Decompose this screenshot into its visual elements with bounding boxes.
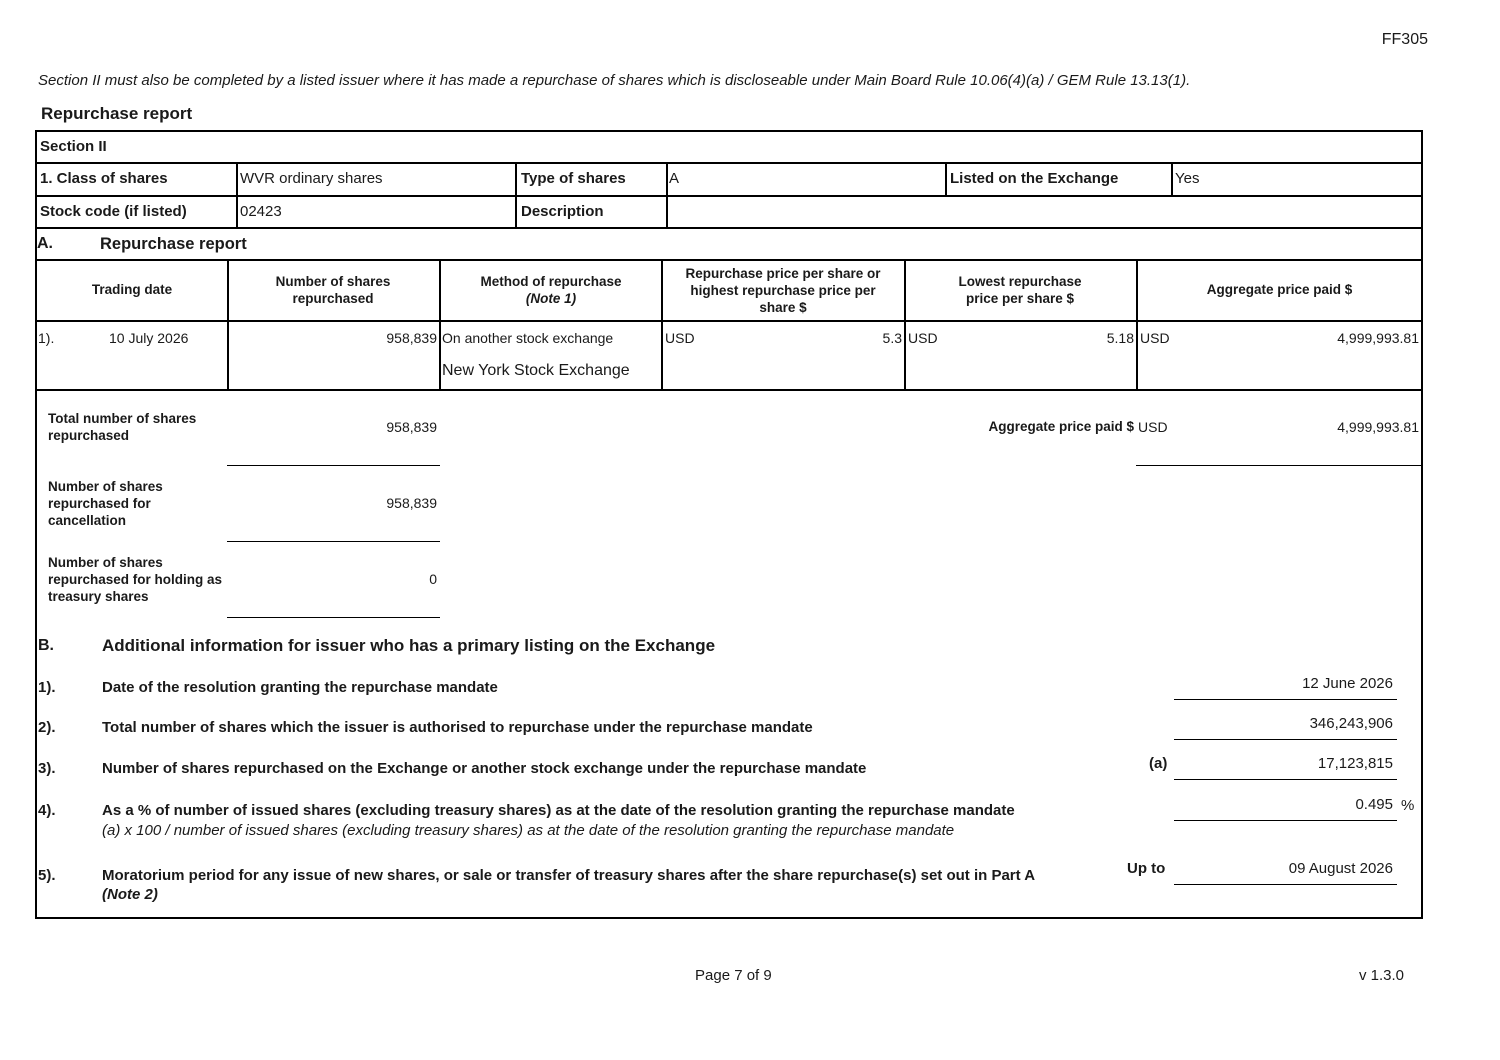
part-a-letter: A. bbox=[37, 235, 53, 252]
row-shares: 958,839 bbox=[386, 330, 437, 346]
total-aggregate-label: Aggregate price paid $ bbox=[988, 419, 1134, 434]
listed-value: Yes bbox=[1175, 170, 1200, 187]
listed-label: Listed on the Exchange bbox=[950, 170, 1119, 187]
type-of-shares-value: A bbox=[669, 170, 680, 187]
b-item-label: As a % of number of issued shares (excluding treasury shares) as at the date of the resolution granting the repurchase mandate bbox=[102, 802, 1015, 819]
header-price: Repurchase price per share or highest repurchase price per share $ bbox=[685, 266, 881, 315]
b-item-index: 3). bbox=[38, 760, 56, 777]
part-b-title: Additional information for issuer who has a primary listing on the Exchange bbox=[102, 636, 716, 655]
row-lowest-currency: USD bbox=[908, 330, 938, 346]
row-price-currency: USD bbox=[665, 330, 695, 346]
report-title: Repurchase report bbox=[41, 104, 193, 123]
row-aggregate-currency: USD bbox=[1140, 330, 1170, 346]
b-item-note: (Note 2) bbox=[102, 886, 158, 903]
row-index: 1). bbox=[38, 330, 55, 346]
row-method: On another stock exchange bbox=[442, 330, 614, 346]
section-title: Section II bbox=[40, 138, 107, 155]
b-item-index: 1). bbox=[38, 679, 56, 696]
header-method-note: (Note 1) bbox=[525, 291, 577, 306]
total-shares-label: Total number of shares repurchased bbox=[48, 411, 197, 443]
intro-note: Section II must also be completed by a listed issuer where it has made a repurchase of shares which is discloseable under Main Board Rule 10.06(4)(a) / GEM Rule 13.13(1). bbox=[38, 72, 1191, 89]
b-item-unit: % bbox=[1401, 797, 1415, 814]
total-aggregate-value: 4,999,993.81 bbox=[1337, 419, 1419, 435]
stock-code-value: 02423 bbox=[240, 203, 282, 220]
b-item-label: Total number of shares which the issuer is authorised to repurchase under the repurchase mandate bbox=[102, 719, 813, 736]
b-item-value: 346,243,906 bbox=[1309, 715, 1393, 732]
form-code: FF305 bbox=[1381, 31, 1428, 48]
total-aggregate-currency: USD bbox=[1138, 419, 1168, 435]
total-shares-value: 958,839 bbox=[386, 419, 437, 435]
row-price: 5.3 bbox=[882, 330, 902, 346]
version-label: v 1.3.0 bbox=[1359, 967, 1405, 984]
b-item-tag: (a) bbox=[1149, 755, 1168, 772]
b-item-index: 5). bbox=[38, 867, 56, 884]
header-aggregate: Aggregate price paid $ bbox=[1206, 282, 1353, 297]
b-item-index: 2). bbox=[38, 719, 56, 736]
treasury-value: 0 bbox=[429, 571, 437, 587]
b-item-label: Date of the resolution granting the repurchase mandate bbox=[102, 679, 498, 696]
b-item-sublabel: (a) x 100 / number of issued shares (excluding treasury shares) as at the date of the resolution granting the repurchase mandate bbox=[102, 822, 955, 839]
header-method-label: Method of repurchase bbox=[480, 274, 622, 289]
b-item-value: 12 June 2026 bbox=[1302, 675, 1393, 692]
b-item-label: Moratorium period for any issue of new shares, or sale or transfer of treasury shares after the share repurchase(s) set out in Part A bbox=[102, 867, 1036, 884]
row-lowest: 5.18 bbox=[1106, 330, 1134, 346]
class-of-shares-label: 1. Class of shares bbox=[40, 170, 168, 187]
header-trading-date: Trading date bbox=[91, 282, 173, 297]
page-number: Page 7 of 9 bbox=[695, 967, 772, 984]
type-of-shares-label: Type of shares bbox=[521, 170, 626, 187]
part-a-title: Repurchase report bbox=[100, 235, 247, 253]
description-label: Description bbox=[521, 203, 604, 220]
row-aggregate: 4,999,993.81 bbox=[1337, 330, 1419, 346]
b-item-tag: Up to bbox=[1127, 860, 1166, 877]
b-item-index: 4). bbox=[38, 802, 56, 819]
stock-code-label: Stock code (if listed) bbox=[40, 203, 187, 220]
header-lowest: Lowest repurchase price per share $ bbox=[958, 274, 1082, 306]
treasury-label: Number of shares repurchased for holding as treasury shares bbox=[48, 555, 223, 604]
row-trading-date: 10 July 2026 bbox=[109, 330, 189, 346]
b-item-value: 0.495 bbox=[1355, 796, 1393, 813]
b-item-value: 09 August 2026 bbox=[1288, 860, 1393, 877]
header-method bbox=[441, 273, 661, 307]
class-of-shares-value: WVR ordinary shares bbox=[240, 170, 383, 187]
b-item-label: Number of shares repurchased on the Exchange or another stock exchange under the repurchase mandate bbox=[102, 760, 867, 777]
part-b-letter: B. bbox=[38, 637, 54, 654]
header-num-shares: Number of shares repurchased bbox=[275, 274, 391, 306]
cancellation-label: Number of shares repurchased for cancellation bbox=[48, 479, 163, 528]
cancellation-value: 958,839 bbox=[386, 495, 437, 511]
row-exchange: New York Stock Exchange bbox=[442, 362, 630, 379]
b-item-value: 17,123,815 bbox=[1317, 755, 1393, 772]
